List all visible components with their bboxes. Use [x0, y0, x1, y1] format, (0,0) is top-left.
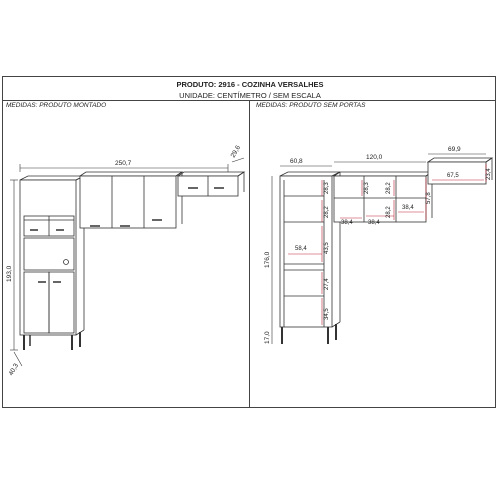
dim-s9: 38,4	[368, 220, 380, 226]
dim-width: 250,7	[115, 160, 132, 167]
dim-s7: 34,5	[324, 308, 330, 320]
dim-s3: 38,4	[341, 220, 353, 226]
dim-s5: 43,5	[324, 242, 330, 254]
product-title: PRODUTO: 2916 - COZINHA VERSALHES	[176, 80, 324, 89]
dim-s6: 27,4	[324, 278, 330, 290]
dim-w3: 69,9	[448, 146, 461, 153]
dim-s8: 28,3	[364, 182, 370, 194]
left-panel-label: MEDIDAS: PRODUTO MONTADO	[6, 102, 107, 109]
dim-depth-top: 29,6	[229, 144, 243, 159]
dim-height: 193,0	[6, 265, 13, 282]
unit-subtitle: UNIDADE: CENTÍMETRO / SEM ESCALA	[179, 91, 321, 100]
dim-s10: 28,2	[386, 182, 392, 194]
right-panel-label: MEDIDAS: PRODUTO SEM PORTAS	[256, 102, 366, 109]
dim-s4: 58,4	[295, 246, 307, 252]
dim-h-total: 176,0	[264, 251, 271, 268]
dim-s1: 28,3	[324, 182, 330, 194]
dim-h-feet: 17,0	[264, 331, 271, 344]
dim-s2: 28,2	[324, 206, 330, 218]
dim-depth-bottom: 40,3	[7, 362, 21, 377]
dim-s14: 57,8	[426, 192, 432, 204]
dim-s12: 38,4	[402, 205, 414, 211]
dim-w1: 60,8	[290, 158, 303, 165]
dim-s13: 67,5	[447, 173, 459, 179]
dim-s15: 23,4	[486, 168, 492, 180]
dim-w2: 120,0	[366, 154, 383, 161]
dim-s11: 28,2	[386, 206, 392, 218]
